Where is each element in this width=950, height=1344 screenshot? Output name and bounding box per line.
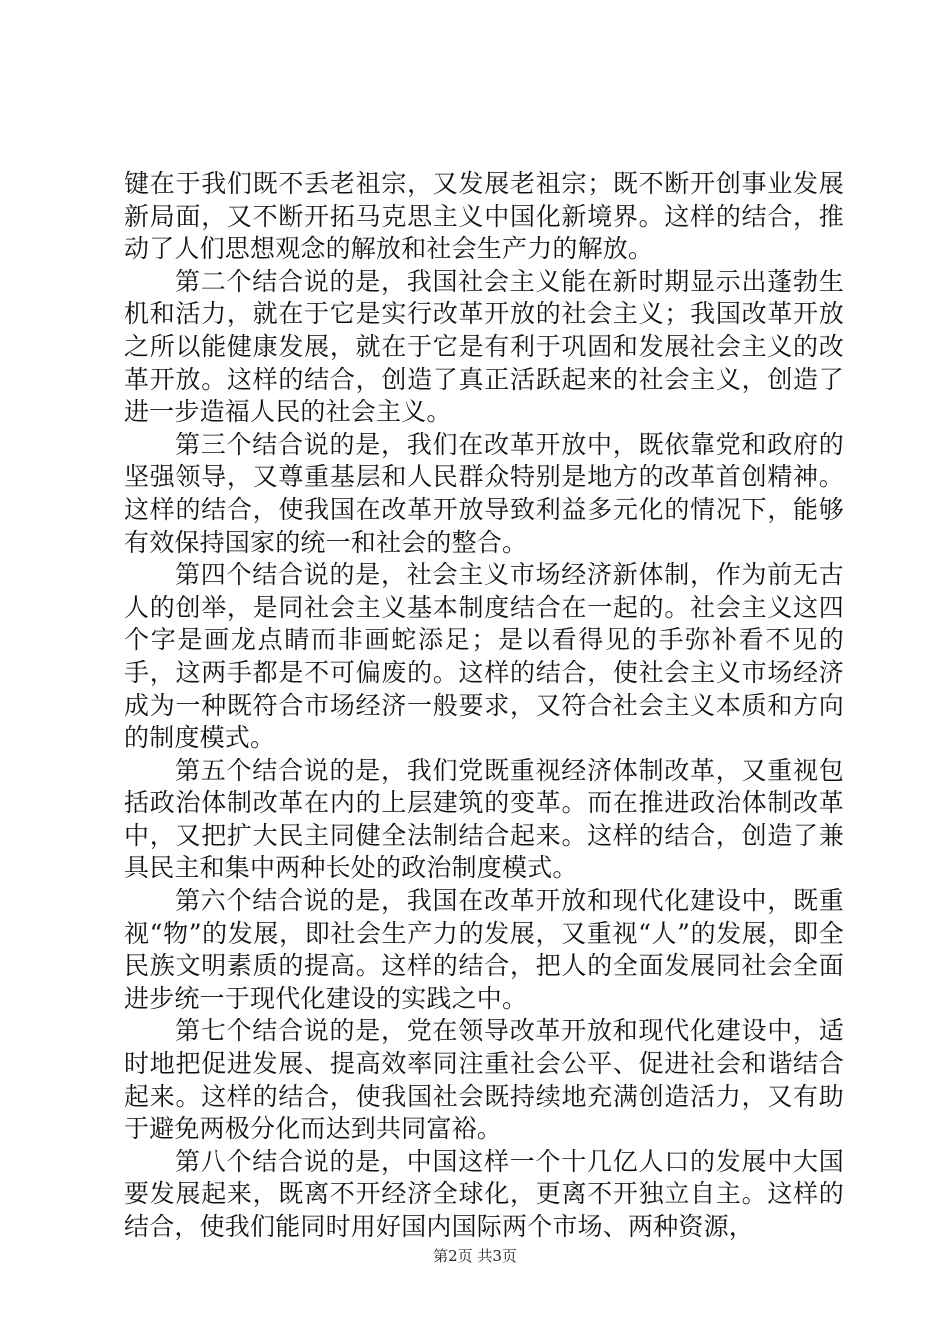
- document-body: [124, 168, 844, 1244]
- paragraph-continuation: 键在于我们既不丢老祖宗，又发展老祖宗；既不断开创事业发展新局面，又不断开拓马克思主义中国化新境界。这样的结合，推动了人们思想观念的解放和社会生产力的解放。: [124, 169, 844, 264]
- paragraph-fifth-combination: 第五个结合说的是，我们党既重视经济体制改革，又重视包括政治体制改革在内的上层建筑的变革。而在推进政治体制改革中，又把扩大民主同健全法制结合起来。这样的结合，创造了兼具民主和集中两种长处的政治制度模式。: [124, 755, 844, 883]
- paragraph-second-combination: 第二个结合说的是，我国社会主义能在新时期显示出蓬勃生机和活力，就在于它是实行改革开放的社会主义；我国改革开放之所以能健康发展，就在于它是有利于巩固和发展社会主义的改革开放。这样的结合，创造了真正活跃起来的社会主义，创造了进一步造福人民的社会主义。: [124, 266, 844, 427]
- paragraph-eighth-combination: 第八个结合说的是，中国这样一个十几亿人口的发展中大国要发展起来，既离不开经济全球化，更离不开独立自主。这样的结合，使我们能同时用好国内国际两个市场、两种资源，: [124, 1146, 844, 1241]
- page-number-footer: 第2页 共3页: [433, 1247, 517, 1265]
- paragraph-fourth-combination: 第四个结合说的是，社会主义市场经济新体制，作为前无古人的创举，是同社会主义基本制度结合在一起的。社会主义这四个字是画龙点睛而非画蛇添足；是以看得见的手弥补看不见的手，这两手都是不可偏废的。这样的结合，使社会主义市场经济成为一种既符合市场经济一般要求，又符合社会主义本质和方向的制度模式。: [124, 560, 844, 753]
- paragraph-sixth-combination: 第六个结合说的是，我国在改革开放和现代化建设中，既重视“物”的发展，即社会生产力的发展，又重视“人”的发展，即全民族文明素质的提高。这样的结合，把人的全面发展同社会全面进步统一于现代化建设的实践之中。: [124, 886, 844, 1013]
- paragraph-third-combination: 第三个结合说的是，我们在改革开放中，既依靠党和政府的坚强领导，又尊重基层和人民群众特别是地方的改革首创精神。这样的结合，使我国在改革开放导致利益多元化的情况下，能够有效保持国家的统一和社会的整合。: [124, 429, 844, 557]
- paragraph-seventh-combination: 第七个结合说的是，党在领导改革开放和现代化建设中，适时地把促进发展、提高效率同注重社会公平、促进社会和谐结合起来。这样的结合，使我国社会既持续地充满创造活力，又有助于避免两极分化而达到共同富裕。: [124, 1016, 844, 1144]
